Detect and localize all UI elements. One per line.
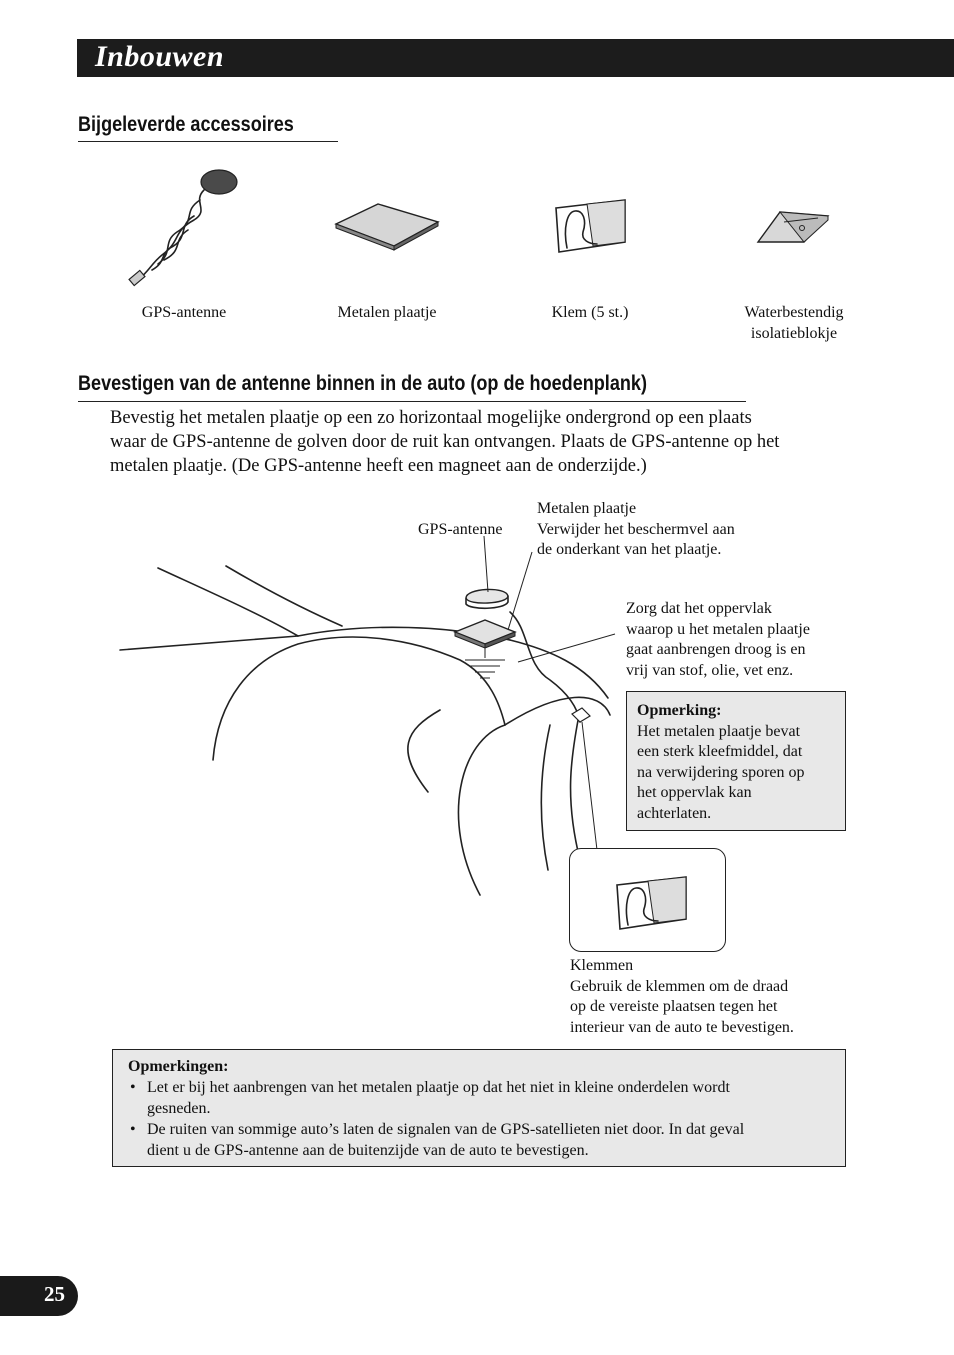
page-number-tab <box>0 1276 78 1316</box>
note-title: Opmerking: <box>637 702 722 719</box>
diagram-note-box: Opmerking: Het metalen plaatje bevat een sterk kleefmiddel, dat na verwijdering sporen op het oppervlak kan achterlaten. <box>626 691 846 831</box>
mounting-instructions: Bevestig het metalen plaatje op een zo horizontaal mogelijke ondergrond op een plaats waar de GPS-antenne de golven door de ruit kan ontvangen. Plaats de GPS-antenne op het metalen plaatje. (De GPS-antenne heeft een magneet aan de onderzijde.) <box>110 408 780 476</box>
heading-underline <box>78 141 338 142</box>
insulation-block-icon <box>754 206 832 246</box>
clamp-icon <box>553 198 629 256</box>
page-number: 25 <box>44 1282 65 1306</box>
notes-list <box>128 1077 840 1161</box>
diagram-label-clamps: Klemmen Gebruik de klemmen om de draad op de vereiste plaatsen tegen het interieur van de auto te bevestigen. <box>570 957 794 1036</box>
diagram-label-plate: Metalen plaatje Verwijder het beschermvel aan de onderkant van het plaatje. <box>537 500 735 558</box>
section-heading-mounting: Bevestigen van de antenne binnen in de auto (op de hoedenplank) <box>78 372 647 395</box>
notes-box <box>112 1049 846 1167</box>
metal-plate-icon <box>332 200 442 252</box>
heading-underline <box>78 401 746 402</box>
caption-metal-plate: Metalen plaatje <box>337 304 437 321</box>
notes-title: Opmerkingen: <box>128 1058 229 1075</box>
diagram-label-surface: Zorg dat het oppervlak waarop u het metalen plaatje gaat aanbrengen droog is en vrij van stof, olie, vet enz. <box>626 600 810 679</box>
caption-clamp: Klem (5 st.) <box>551 304 629 321</box>
page-title: Inbouwen <box>95 40 225 73</box>
caption-insulation-block: Waterbestendig isolatieblokje <box>744 304 844 342</box>
clamp-detail-frame <box>569 848 726 952</box>
gps-antenna-icon <box>122 160 246 290</box>
list-item: • De ruiten van sommige auto’s laten de signalen van de GPS-satellieten niet door. In dat geval dient u de GPS-antenne aan de buitenzijde van de auto te bevestigen. <box>128 1119 840 1161</box>
caption-gps-antenna: GPS-antenne <box>141 304 227 321</box>
list-item: • Let er bij het aanbrengen van het metalen plaatje op dat het niet in kleine onderdelen wordt gesneden. <box>128 1077 840 1119</box>
clamp-icon <box>614 875 690 933</box>
diagram-label-gps: GPS-antenne <box>418 521 503 538</box>
section-heading-accessories: Bijgeleverde accessoires <box>78 113 294 136</box>
header-bar <box>77 39 954 77</box>
